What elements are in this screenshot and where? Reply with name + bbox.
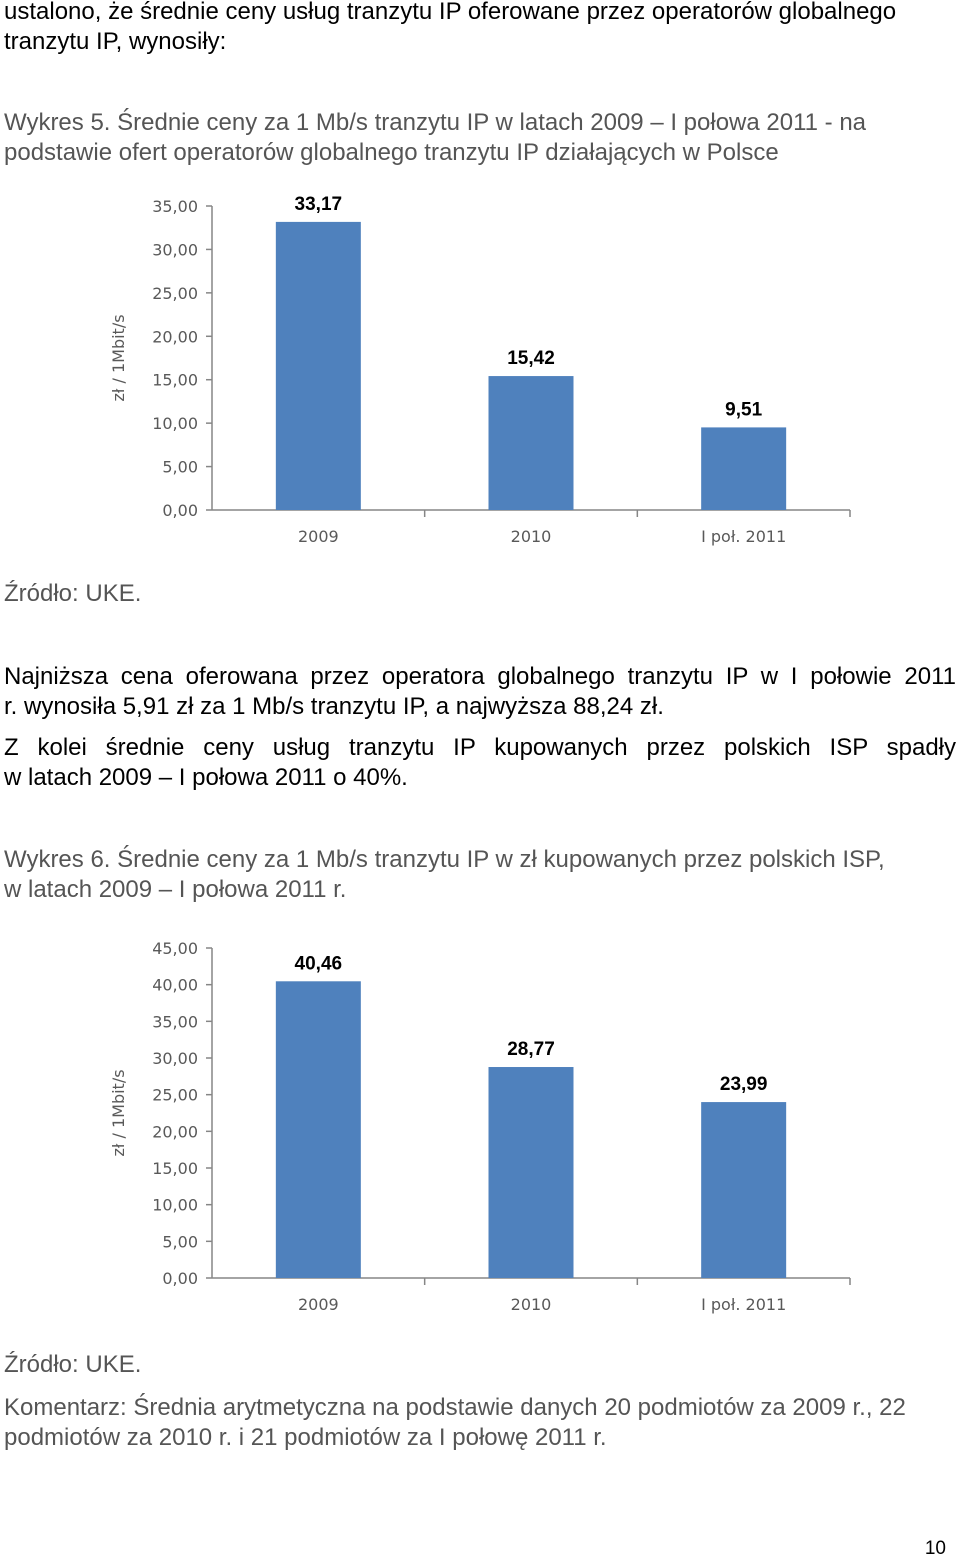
data-label: 15,42 <box>507 348 555 370</box>
y-tick-label: 15,00 <box>152 370 198 390</box>
data-label: 40,46 <box>294 953 343 975</box>
y-tick-label: 10,00 <box>152 1195 198 1215</box>
x-tick-label: I poł. 2011 <box>701 527 787 546</box>
figure6-caption-line-1: Wykres 6. Średnie ceny za 1 Mb/s tranzytu IP w zł kupowanych przez polskich ISP, <box>4 846 885 873</box>
data-label: 9,51 <box>725 399 763 421</box>
figure5-caption-line-2: podstawie ofert operatorów globalnego tranzytu IP działających w Polsce <box>4 139 779 166</box>
y-tick-label: 25,00 <box>152 1085 198 1105</box>
y-tick-label: 30,00 <box>152 1049 198 1068</box>
figure6-source: Źródło: UKE. <box>4 1351 142 1378</box>
bar-3 <box>701 1102 786 1278</box>
y-tick-label: 0,00 <box>162 1269 198 1288</box>
paragraph1-line-1: Najniższa cena oferowana przez operatora globalnego tranzytu IP w I połowie 2011 <box>4 663 956 690</box>
paragraph2-line-2: w latach 2009 – I połowa 2011 o 40%. <box>4 764 408 791</box>
comment-line-1: Komentarz: Średnia arytmetyczna na podstawie danych 20 podmiotów za 2009 r., 22 <box>4 1394 906 1421</box>
x-tick-label: I poł. 2011 <box>701 1295 787 1314</box>
figure5-bar-chart <box>0 180 960 550</box>
bar-1 <box>276 222 361 510</box>
comment-line-2: podmiotów za 2010 r. i 21 podmiotów za I połowę 2011 r. <box>4 1424 607 1451</box>
paragraph1-line-2: r. wynosiła 5,91 zł za 1 Mb/s tranzytu IP, a najwyższa 88,24 zł. <box>4 693 664 720</box>
bar-1 <box>276 981 361 1278</box>
figure6-bar-chart <box>0 930 960 1330</box>
x-tick-label: 2009 <box>297 1295 339 1314</box>
y-tick-label: 40,00 <box>152 975 198 995</box>
y-tick-label: 30,00 <box>152 240 198 260</box>
data-label: 28,77 <box>507 1039 555 1061</box>
figure5-source: Źródło: UKE. <box>4 580 142 607</box>
y-tick-label: 0,00 <box>162 501 198 520</box>
y-tick-label: 45,00 <box>152 939 198 958</box>
bar-2 <box>489 1067 574 1278</box>
x-tick-label: 2010 <box>510 1295 552 1314</box>
bar-3 <box>701 427 786 510</box>
page-number: 10 <box>924 1538 946 1559</box>
figure6-caption-line-2: w latach 2009 – I połowa 2011 r. <box>4 876 347 903</box>
y-tick-label: 25,00 <box>152 283 198 303</box>
y-tick-label: 35,00 <box>152 1012 198 1032</box>
y-tick-label: 20,00 <box>152 327 198 347</box>
intro-line-1: ustalono, że średnie ceny usług tranzytu IP oferowane przez operatorów globalnego <box>4 0 897 25</box>
y-axis-title: zł / 1Mbit/s <box>109 314 128 402</box>
data-label: 33,17 <box>294 193 343 215</box>
y-tick-label: 10,00 <box>152 414 198 434</box>
y-tick-label: 35,00 <box>152 197 198 216</box>
y-tick-label: 5,00 <box>162 1232 198 1252</box>
intro-line-2: tranzytu IP, wynosiły: <box>4 28 227 55</box>
paragraph2-line-1: Z kolei średnie ceny usług tranzytu IP kupowanych przez polskich ISP spadły <box>4 734 956 761</box>
y-tick-label: 15,00 <box>152 1159 198 1178</box>
data-label: 23,99 <box>719 1074 768 1096</box>
y-tick-label: 5,00 <box>162 457 198 477</box>
x-tick-label: 2010 <box>510 527 552 546</box>
y-tick-label: 20,00 <box>152 1122 198 1142</box>
bar-2 <box>489 376 574 510</box>
x-tick-label: 2009 <box>297 527 339 546</box>
y-axis-title: zł / 1Mbit/s <box>109 1069 128 1157</box>
figure5-caption-line-1: Wykres 5. Średnie ceny za 1 Mb/s tranzytu IP w latach 2009 – I połowa 2011 - na <box>4 109 867 136</box>
